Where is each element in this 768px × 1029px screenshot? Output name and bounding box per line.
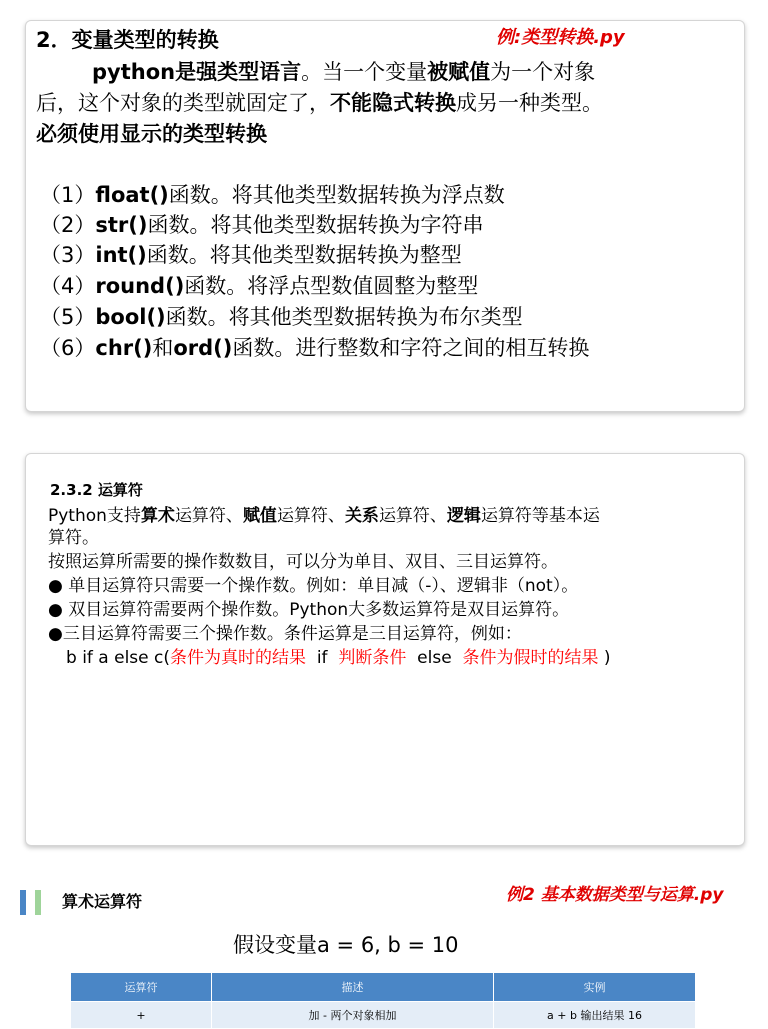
table-cell: + [71,1002,212,1029]
title-bar-blue [20,890,26,915]
paragraph-line-1: python是强类型语言。当一个变量被赋值为一个对象 [92,60,596,84]
list-item: （3）int()函数。将其他类型数据转换为整型 [40,243,462,267]
card-heading: 2．变量类型的转换 [36,28,219,52]
type-conversion-card [25,20,745,412]
bullet-unary: ● 单目运算符只需要一个操作数。例如：单目减（-）、逻辑非（not）。 [48,576,579,596]
column-header: 实例 [494,973,696,1002]
list-item: （1）float()函数。将其他类型数据转换为浮点数 [40,183,505,207]
operators-card [25,453,745,846]
section-title: 算术运算符 [62,892,143,911]
column-header: 运算符 [71,973,212,1002]
paragraph-line-3: 必须使用显示的类型转换 [36,122,267,146]
column-header: 描述 [212,973,494,1002]
paragraph-line-3: 按照运算所需要的操作数数目，可以分为单目、双目、三目运算符。 [48,552,558,572]
table-cell: a + b 输出结果 16 [494,1002,696,1029]
paragraph-line-1: Python支持算术运算符、赋值运算符、关系运算符、逻辑运算符等基本运 [48,506,600,526]
arithmetic-operators-table [70,972,696,1029]
table-header-row [71,973,696,1002]
assumption-text: 假设变量a = 6, b = 10 [233,933,459,957]
ternary-example: b if a else c(条件为真时的结果 if 判断条件 else 条件为假时的结果 ) [66,648,611,668]
list-item: （5）bool()函数。将其他类型数据转换为布尔类型 [40,305,523,329]
list-item: （2）str()函数。将其他类型数据转换为字符串 [40,213,484,237]
title-bar-green [35,890,41,915]
list-item: （4）round()函数。将浮点型数值圆整为整型 [40,274,479,298]
example-file-link[interactable]: 例:类型转换.py [496,27,625,48]
table-cell: 加 - 两个对象相加 [212,1002,494,1029]
paragraph-line-2: 后，这个对象的类型就固定了，不能隐式转换成另一种类型。 [36,91,603,115]
paragraph-line-2: 算符。 [48,528,99,548]
example-file-link[interactable]: 例2 基本数据类型与运算.py [506,885,724,905]
bullet-binary: ● 双目运算符需要两个操作数。Python大多数运算符是双目运算符。 [48,600,570,620]
card-heading: 2.3.2 运算符 [50,481,143,499]
table-row [71,1002,696,1029]
bullet-ternary: ●三目运算符需要三个操作数。条件运算是三目运算符，例如： [48,624,522,644]
list-item: （6）chr()和ord()函数。进行整数和字符之间的相互转换 [40,336,590,360]
